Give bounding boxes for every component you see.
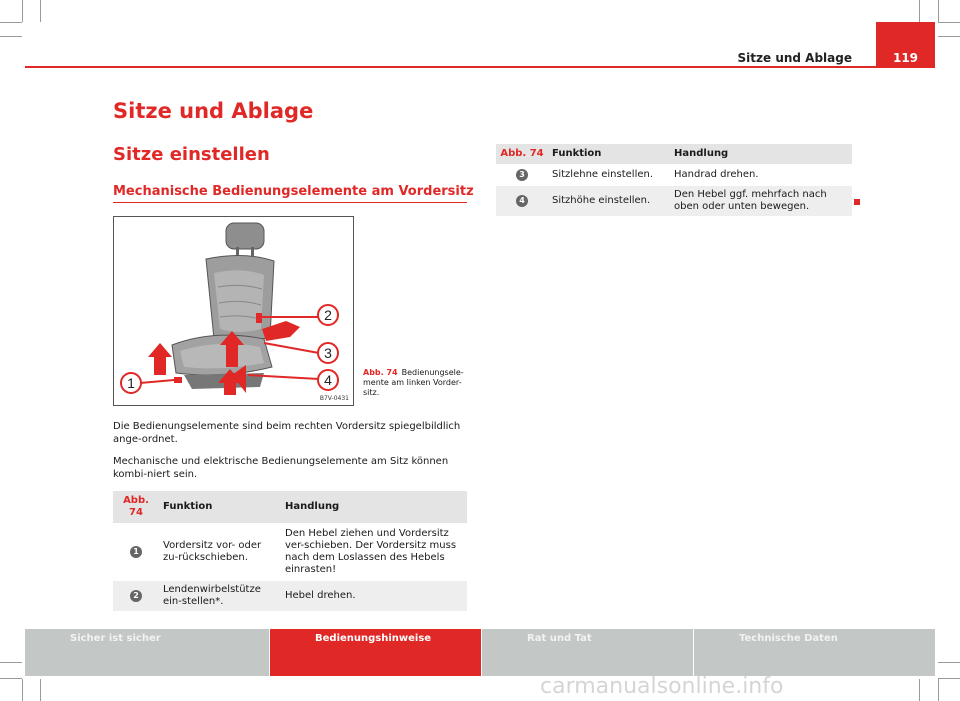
paragraph: Mechanische und elektrische Bedienungselemente am Sitz können kombi-niert sein. <box>113 456 449 480</box>
crop-mark <box>0 678 22 679</box>
footer-nav <box>25 629 935 676</box>
footer-tab-technische-daten[interactable]: Technische Daten <box>694 629 935 676</box>
table-header: Funktion <box>159 491 281 524</box>
crop-mark <box>938 678 960 679</box>
table-header: Abb. 74 <box>496 144 548 165</box>
crop-mark <box>938 36 960 37</box>
table-header-row <box>113 491 467 524</box>
table-row <box>496 185 852 217</box>
crop-mark <box>0 22 22 23</box>
crop-mark <box>40 679 41 701</box>
header-rule <box>25 66 935 68</box>
crop-mark <box>0 36 22 37</box>
crop-mark <box>22 0 23 22</box>
table-header: Funktion <box>548 144 670 165</box>
paragraph: Die Bedienungselemente sind beim rechten Vordersitz spiegelbildlich ange-ordnet. <box>113 421 461 445</box>
controls-table-right <box>496 144 852 218</box>
table-row <box>496 165 852 185</box>
table-cell: Lendenwirbelstütze ein-stellen*. <box>159 580 281 612</box>
item-number-badge: 3 <box>516 169 528 181</box>
running-title: Sitze und Ablage <box>737 51 852 65</box>
table-cell: Sitzlehne einstellen. <box>548 165 670 185</box>
item-number-badge: 4 <box>516 195 528 207</box>
table-cell: Den Hebel ziehen und Vordersitz ver-schieben. Der Vordersitz muss nach dem Loslassen des Hebels einrasten! <box>281 524 467 580</box>
table-cell: Den Hebel ggf. mehrfach nach oben oder unten bewegen. <box>670 185 852 217</box>
crop-mark <box>938 679 939 701</box>
page-number-box <box>876 22 935 68</box>
subsection-title: Mechanische Bedienungselemente am Vordersitz <box>113 184 474 199</box>
crop-mark <box>938 22 960 23</box>
figure-caption-text: Bedienungsele-mente am linken Vorder-sitz. <box>363 368 464 397</box>
crop-mark <box>919 679 920 701</box>
table-row <box>113 524 467 580</box>
crop-mark <box>22 679 23 701</box>
section-end-marker <box>854 199 860 205</box>
table-header-row <box>496 144 852 165</box>
figure-code: B7V-0431 <box>319 395 349 402</box>
chapter-title: Sitze und Ablage <box>113 99 314 123</box>
callout-label: 2 <box>324 307 332 323</box>
footer-tab-sicher-ist-sicher[interactable]: Sicher ist sicher <box>25 629 270 676</box>
footer-tab-bedienungshinweise[interactable]: Bedienungshinweise <box>270 629 482 676</box>
figure-caption-label: Abb. 74 <box>363 368 398 377</box>
table-cell: Sitzhöhe einstellen. <box>548 185 670 217</box>
crop-mark <box>40 0 41 22</box>
callout-label: 4 <box>324 372 332 388</box>
figure-caption <box>363 368 467 398</box>
crop-mark <box>0 662 22 663</box>
callout-label: 1 <box>127 375 135 391</box>
crop-mark <box>938 662 960 663</box>
seat-drawing <box>114 217 354 406</box>
table-header: Handlung <box>281 491 467 524</box>
crop-mark <box>938 0 939 22</box>
table-cell: Handrad drehen. <box>670 165 852 185</box>
table-row <box>113 580 467 612</box>
section-title: Sitze einstellen <box>113 144 270 165</box>
item-number-badge: 1 <box>130 546 142 558</box>
table-cell: Hebel drehen. <box>281 580 467 612</box>
table-header: Abb. 74 <box>113 491 159 524</box>
table-cell: Vordersitz vor- oder zu-rückschieben. <box>159 524 281 580</box>
footer-tab-rat-und-tat[interactable]: Rat und Tat <box>482 629 694 676</box>
subsection-rule <box>113 202 467 203</box>
controls-table-left <box>113 491 467 613</box>
table-header: Handlung <box>670 144 852 165</box>
watermark: carmanualsonline.info <box>540 674 784 699</box>
seat-illustration <box>113 216 354 406</box>
callout-label: 3 <box>324 345 332 361</box>
page-number: 119 <box>892 51 919 65</box>
crop-mark <box>919 0 920 22</box>
item-number-badge: 2 <box>130 590 142 602</box>
